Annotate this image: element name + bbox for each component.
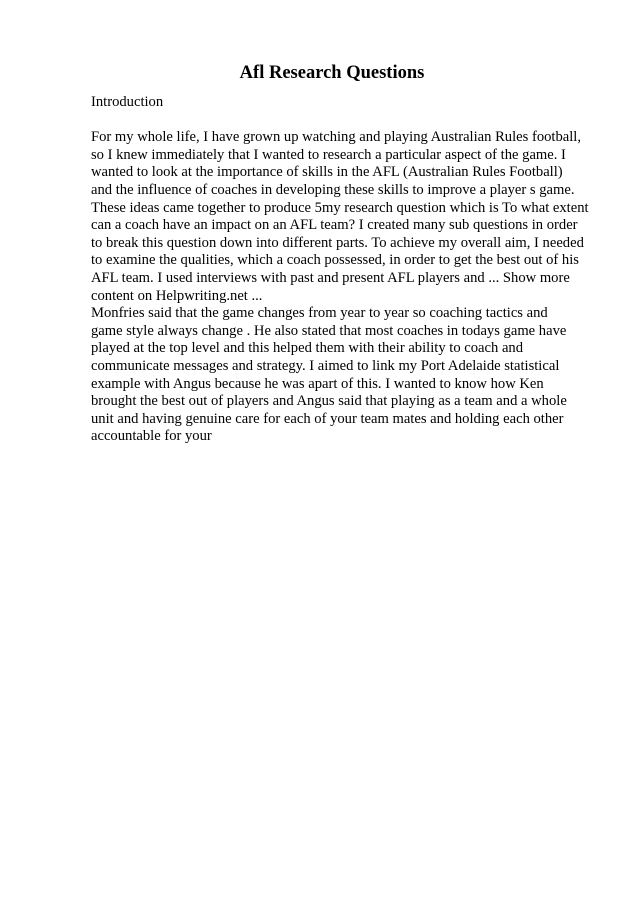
paragraph-line: played at the top level and this helped them with their ability to coach and [91,340,524,357]
paragraph-line: These ideas came together to produce 5my research question which is To what extent [91,199,589,216]
paragraph-line: For my whole life, I have grown up watching and playing Australian Rules football, [91,129,582,146]
paragraph-line: game style always change . He also stated that most coaches in todays game have [91,322,567,339]
section-heading: Introduction [91,94,164,110]
paragraph-spacer [91,112,591,130]
paragraph-line: to break this question down into different parts. To achieve my overall aim, I needed [91,234,584,251]
paragraph-monfries [91,305,591,446]
paragraph-line: communicate messages and strategy. I aimed to link my Port Adelaide statistical [91,357,560,374]
paragraph-introduction [91,129,591,305]
paragraph-line: wanted to look at the importance of skills in the AFL (Australian Rules Football) [91,164,563,181]
paragraph-line: and the influence of coaches in developing these skills to improve a player s game. [91,181,575,198]
paragraph-line: can a coach have an impact on an AFL team? I created many sub questions in order [91,217,578,234]
paragraph-line: unit and having genuine care for each of your team mates and holding each other [91,410,564,427]
paragraph-line: to examine the qualities, which a coach possessed, in order to get the best out of his [91,252,579,269]
paragraph-line: content on Helpwriting.net ... [91,287,263,304]
paragraph-line: Monfries said that the game changes from year to year so coaching tactics and [91,305,548,322]
document-title: Afl Research Questions [239,63,425,83]
document-body [91,94,591,446]
paragraph-line: AFL team. I used interviews with past and present AFL players and ... Show more [91,269,570,286]
paragraph-line: so I knew immediately that I wanted to research a particular aspect of the game. I [91,146,566,163]
paragraph-line: example with Angus because he was apart of this. I wanted to know how Ken [91,375,544,392]
paragraph-line: accountable for your [91,428,212,445]
paragraph-line: brought the best out of players and Angus said that playing as a team and a whole [91,393,567,410]
